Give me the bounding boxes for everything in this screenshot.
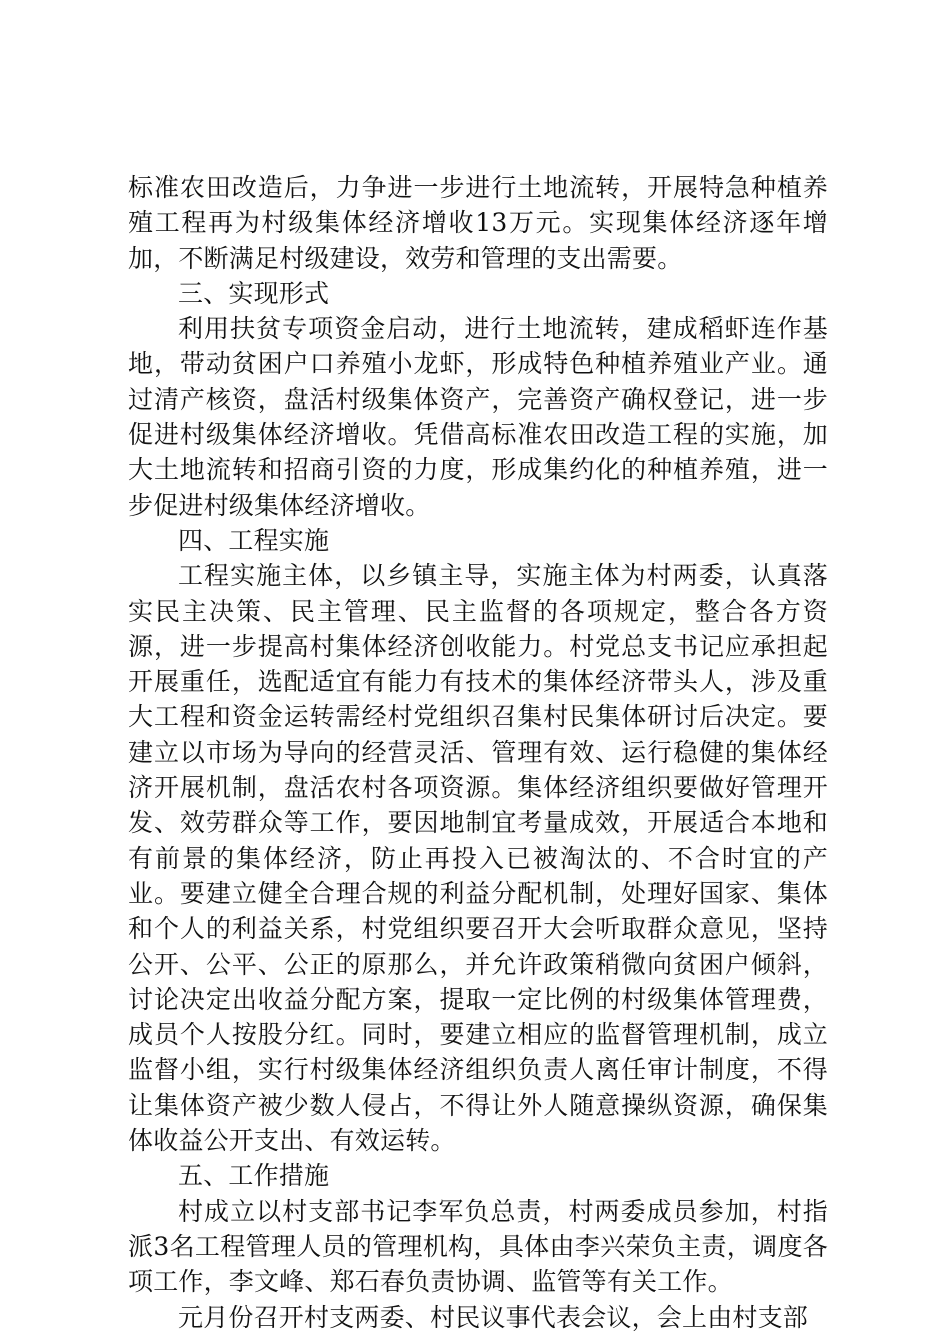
- paragraph-january-meeting: 元月份召开村支两委、村民议事代表会议，会上由村支部: [178, 1302, 809, 1332]
- paragraph-continuation: 标准农田改造后，力争进一步进行土地流转，开展特急种植养殖工程再为村级集体经济增收13万元。实现集体经济逐年增加，不断满足村级建设，效劳和管理的支出需要。: [128, 173, 828, 273]
- paragraph-project-implementation: 工程实施主体，以乡镇主导，实施主体为村两委，认真落实民主决策、民主管理、民主监督的各项规定，整合各方资源，进一步提高村集体经济创收能力。村党总支书记应承担起开展重任，选配适宜有能力有技术的集体经济带头人，涉及重大工程和资金运转需经村党组织召集村民集体研讨后决定。要建立以市场为导向的经营灵活、管理有效、运行稳健的集体经济开展机制，盘活农村各项资源。集体经济组织要做好管理开发、效劳群众等工作，要因地制宜考量成效，开展适合本地和有前景的集体经济，防止再投入已被淘汰的、不合时宜的产业。要建立健全合理合规的利益分配机制，处理好国家、集体和个人的利益关系，村党组织要召开大会听取群众意见，坚持公开、公平、公正的原那么，并允许政策稍微向贫困户倾斜，讨论决定出收益分配方案，提取一定比例的村级集体管理费，成员个人按股分红。同时，要建立相应的监督管理机制，成立监督小组，实行村级集体经济组织负责人离任审计制度，不得让集体资产被少数人侵占，不得让外人随意操纵资源，确保集体收益公开支出、有效运转。: [128, 561, 828, 1156]
- paragraph-implementation-form: 利用扶贫专项资金启动，进行土地流转，建成稻虾连作基地，带动贫困户口养殖小龙虾，形成特色种植养殖业产业。通过清产核资，盘活村级集体资产，完善资产确权登记，进一步促进村级集体经济增收。凭借高标准农田改造工程的实施，加大土地流转和招商引资的力度，形成集约化的种植养殖，进一步促进村级集体经济增收。: [128, 314, 828, 520]
- section-heading-implementation-form: 三、实现形式: [178, 278, 330, 308]
- document-body: [128, 170, 828, 1335]
- section-heading-work-measures: 五、工作措施: [178, 1161, 330, 1191]
- section-heading-project-implementation: 四、工程实施: [178, 525, 330, 555]
- paragraph-work-measures: 村成立以村支部书记李军负总责，村两委成员参加，村指派3名工程管理人员的管理机构，具体由李兴荣负主责，调度各项工作，李文峰、郑石春负责协调、监管等有关工作。: [128, 1196, 828, 1297]
